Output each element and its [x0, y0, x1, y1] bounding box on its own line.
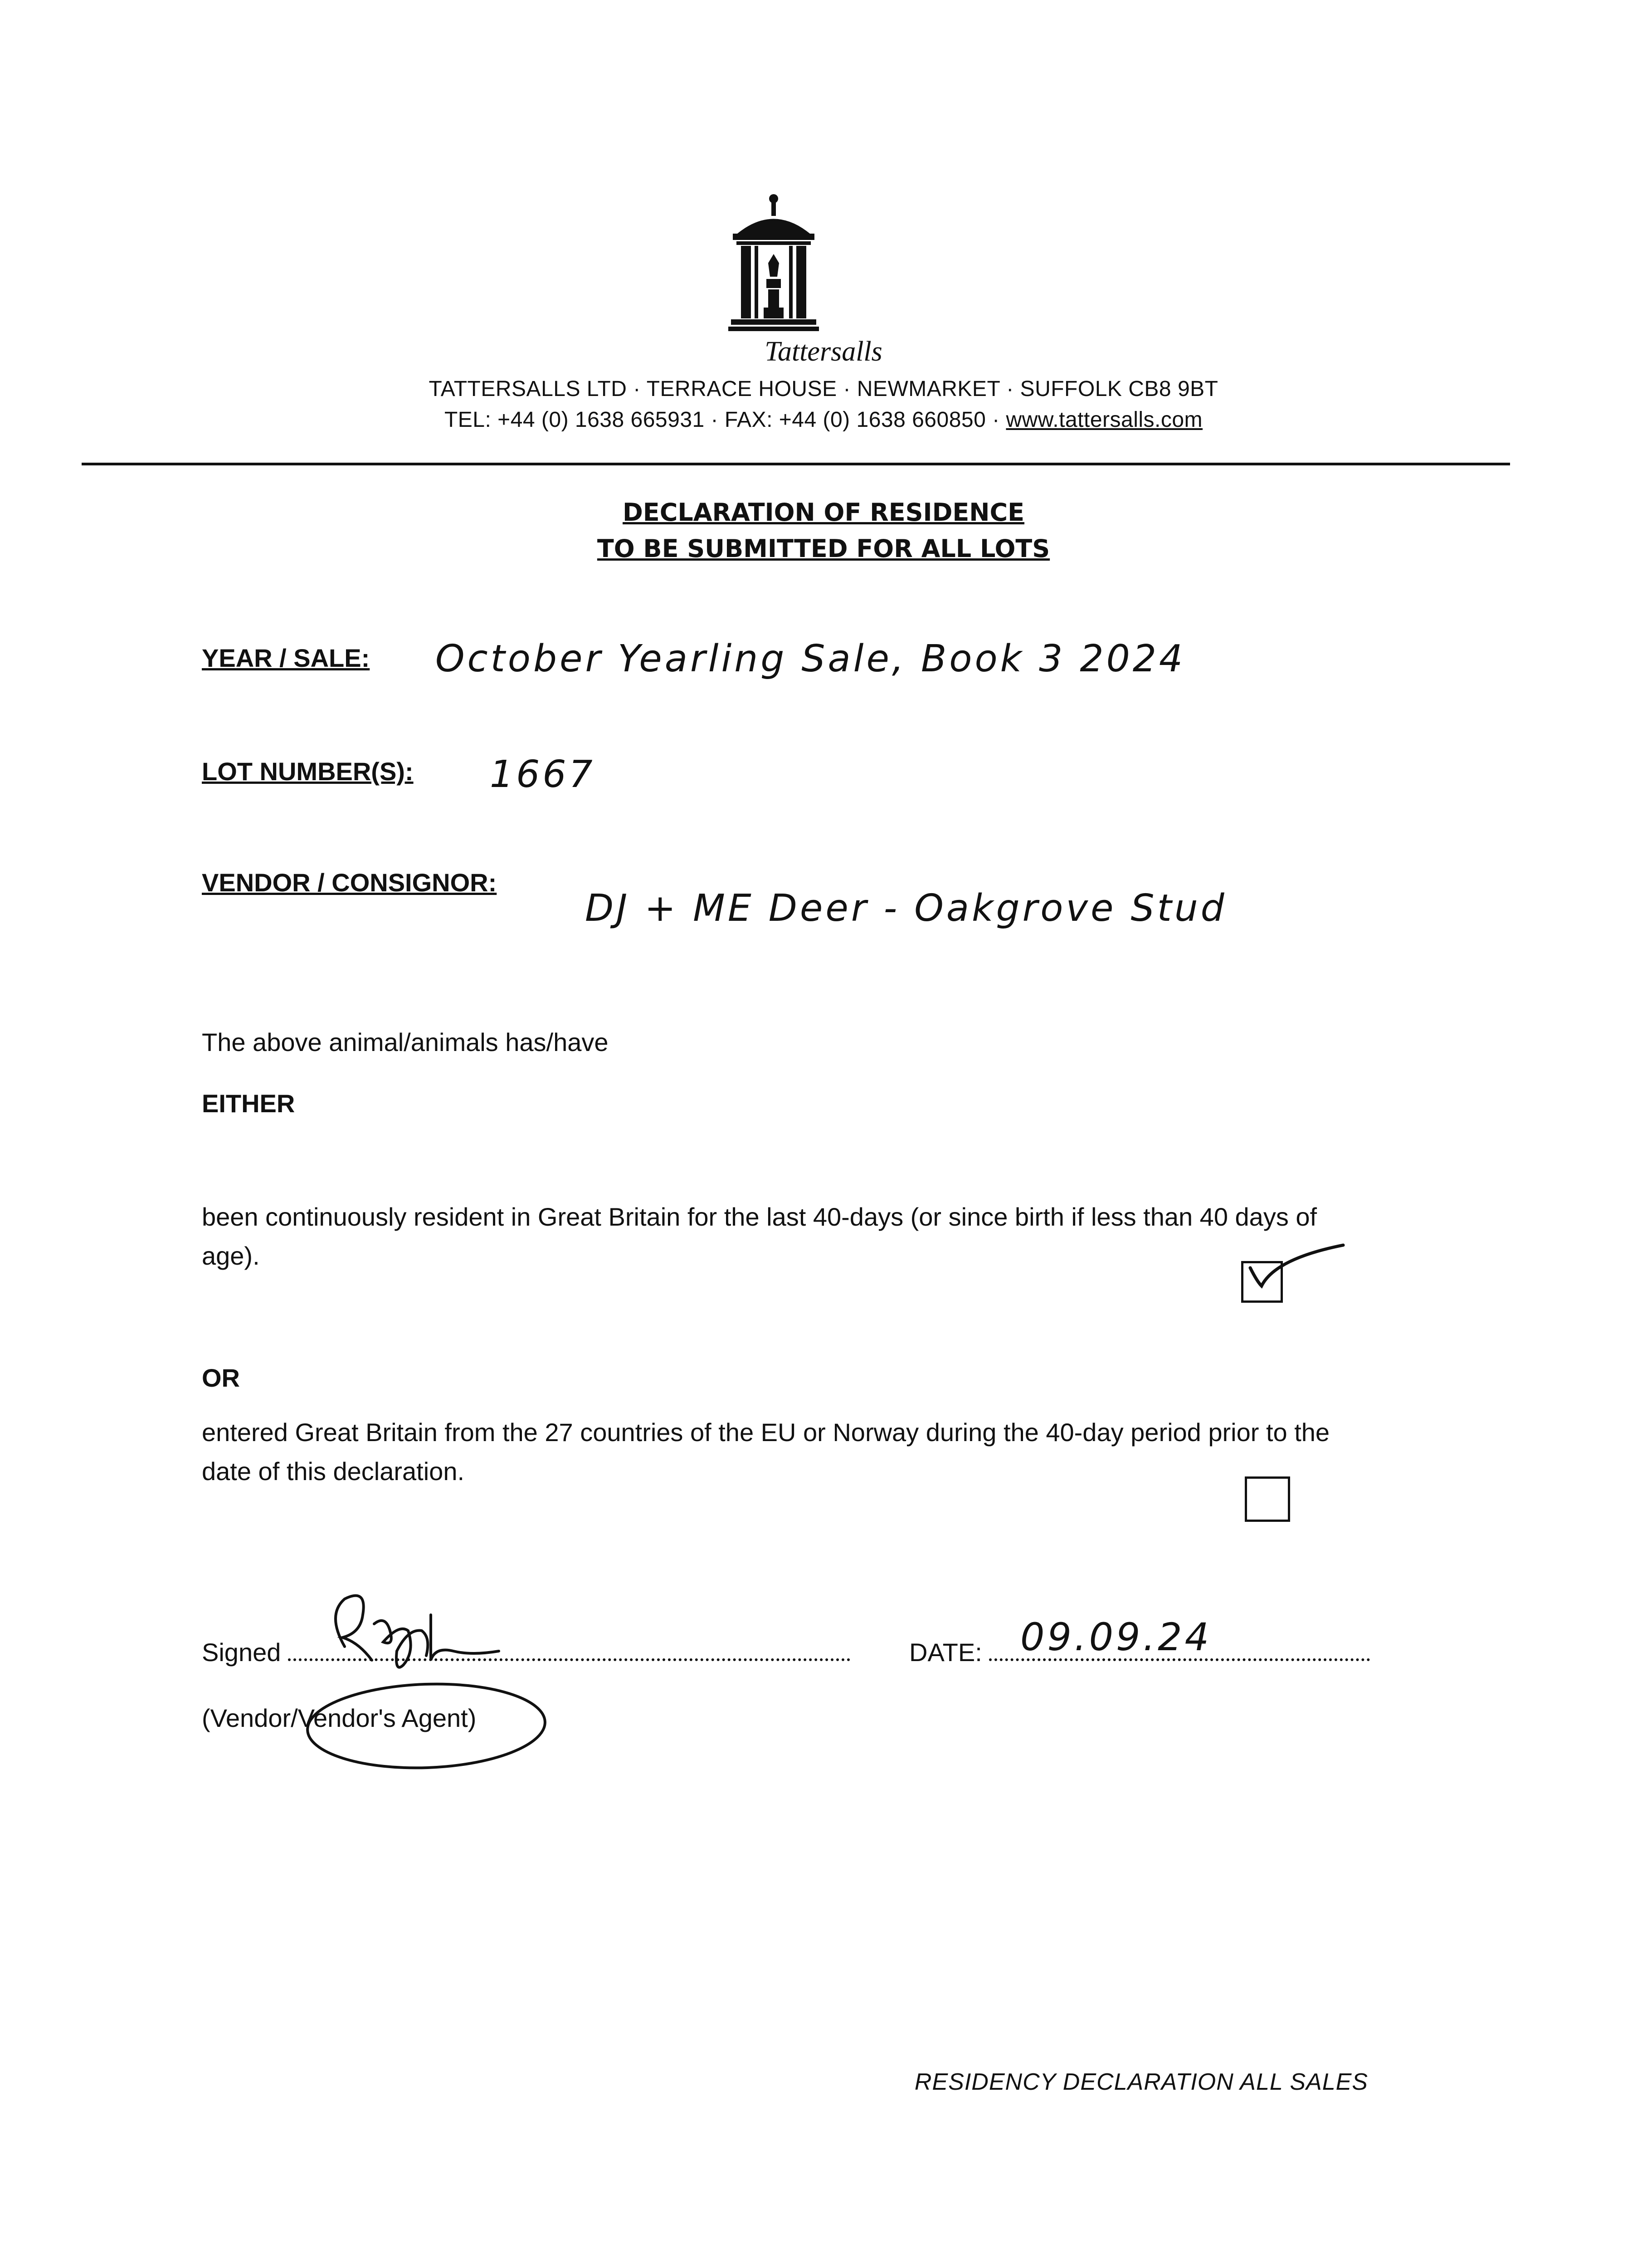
logo-wordmark: Tattersalls	[765, 336, 882, 367]
company-address: TATTERSALLS LTD · TERRACE HOUSE · NEWMARKET · SUFFOLK CB8 9BT	[429, 377, 1218, 401]
logo-rotunda-icon	[728, 191, 819, 340]
circle-annotation-icon	[304, 1678, 549, 1778]
signed-row	[202, 1637, 850, 1667]
document-subtitle: TO BE SUBMITTED FOR ALL LOTS	[597, 534, 1050, 563]
date-value: 09.09.24	[1020, 1615, 1212, 1659]
website-link[interactable]: www.tattersalls.com	[1006, 408, 1203, 432]
document-title: DECLARATION OF RESIDENCE	[622, 498, 1025, 527]
signed-label: Signed	[202, 1638, 281, 1667]
signature-scribble-icon	[317, 1588, 508, 1683]
lot-numbers-value: 1667	[490, 753, 595, 796]
or-label: OR	[202, 1364, 240, 1392]
option-entered-from-eu: entered Great Britain from the 27 countries of the EU or Norway during the 40-day period prior to the date of this declaration.	[202, 1418, 1330, 1486]
option1-checkbox[interactable]	[1241, 1261, 1283, 1303]
option-continuous-residence: been continuously resident in Great Britain for the last 40-days (or since birth if less than 40 days of age).	[202, 1202, 1317, 1270]
header-divider	[82, 463, 1510, 465]
role-vendors-agent-circled: Vendor's Agent)	[297, 1704, 477, 1732]
intro-text: The above animal/animals has/have	[202, 1028, 609, 1056]
year-sale-value: October Yearling Sale, Book 3 2024	[435, 637, 1186, 680]
vendor-value: DJ + ME Deer - Oakgrove Stud	[585, 887, 1227, 930]
option2-checkbox[interactable]	[1245, 1476, 1290, 1522]
either-label: EITHER	[202, 1089, 295, 1118]
contact-phone-fax: TEL: +44 (0) 1638 665931 · FAX: +44 (0) 1638 660850 ·	[444, 408, 1006, 432]
footer-form-reference: RESIDENCY DECLARATION ALL SALES	[914, 2069, 1368, 2095]
lot-numbers-label: LOT NUMBER(S):	[202, 757, 414, 786]
tattersalls-logo	[728, 191, 819, 340]
role-vendor: (Vendor/	[202, 1704, 298, 1732]
checkmark-icon	[1248, 1241, 1366, 1295]
date-label: DATE:	[909, 1638, 982, 1667]
year-sale-label: YEAR / SALE:	[202, 644, 370, 672]
vendor-label: VENDOR / CONSIGNOR:	[202, 868, 497, 897]
company-contact	[0, 407, 1647, 432]
